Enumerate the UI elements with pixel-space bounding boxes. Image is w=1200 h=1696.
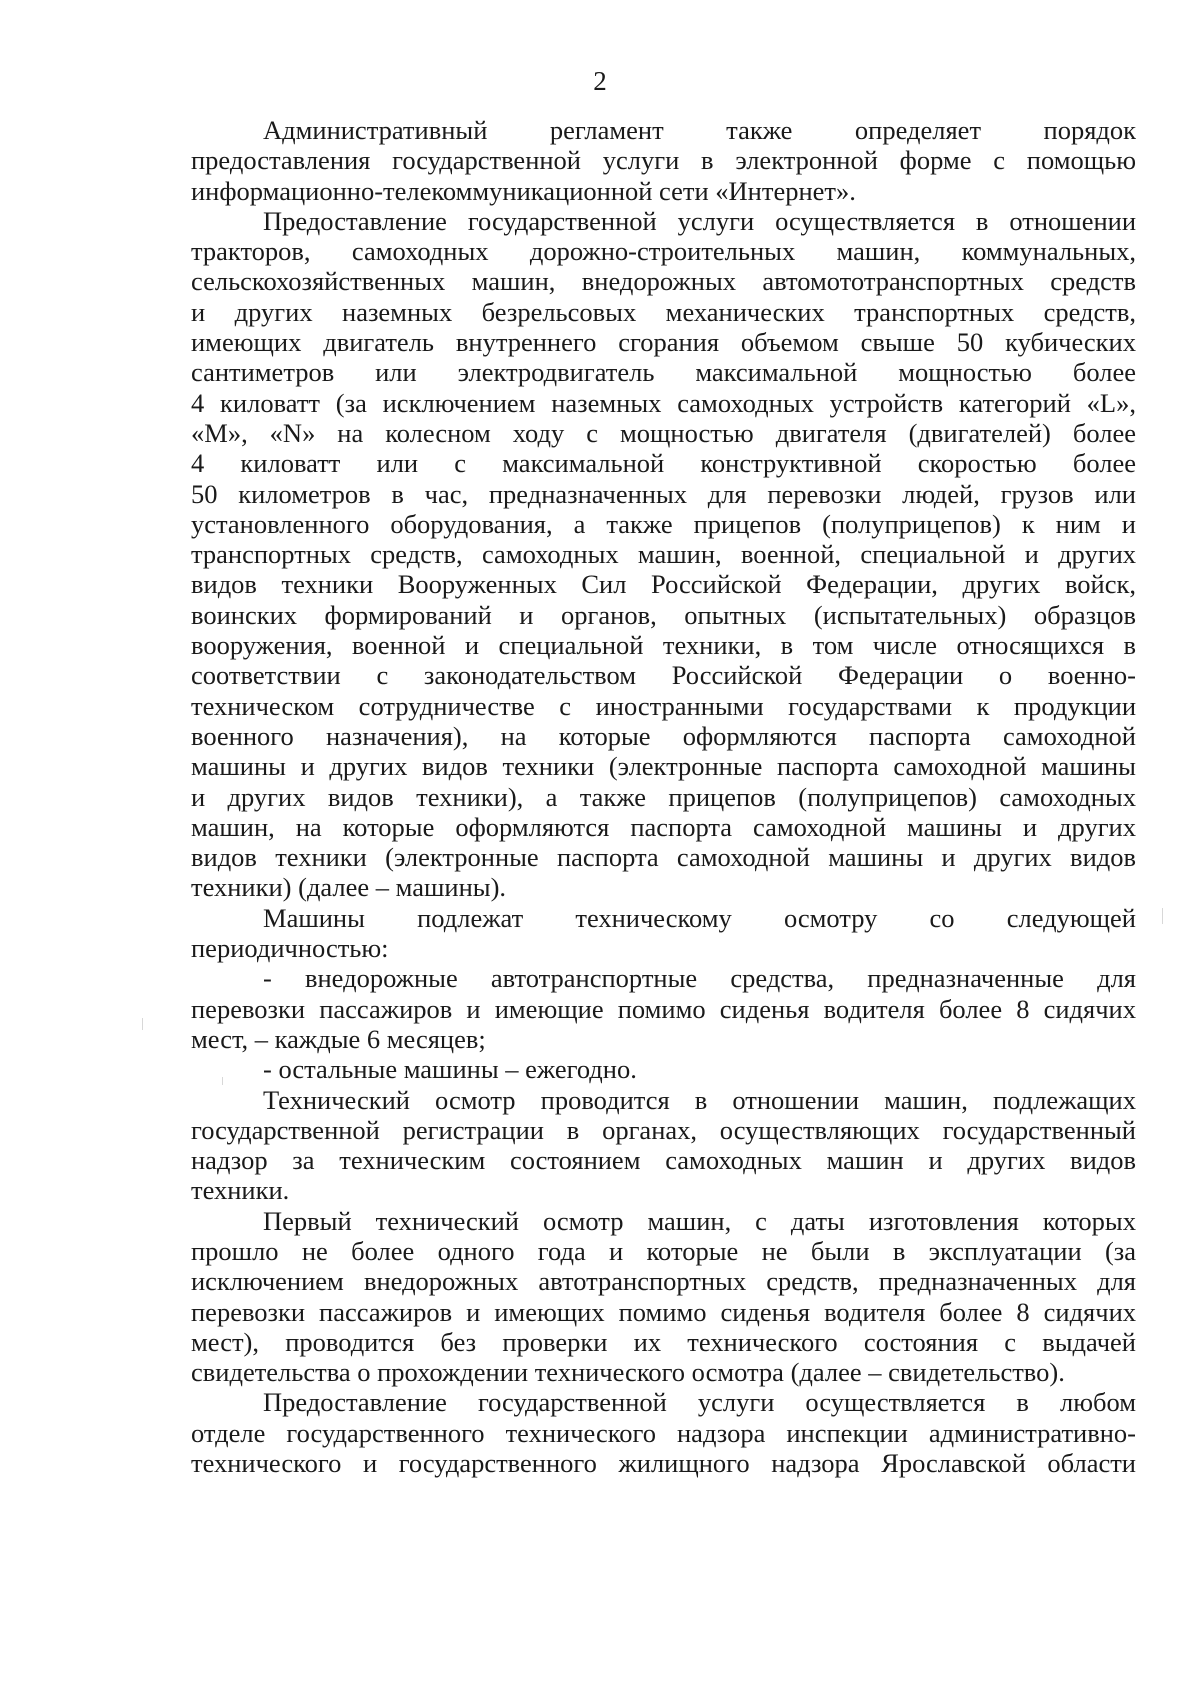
paragraph xyxy=(191,1387,1136,1478)
text-line: предоставления государственной услуги в электронной форме с помощью xyxy=(191,145,1136,176)
text-line: видов техники (электронные паспорта самоходной машины и других видов xyxy=(191,842,1136,873)
text-line: и других наземных безрельсовых механических транспортных средств, xyxy=(191,296,1136,327)
text-line: технического и государственного жилищного надзора Ярославской области xyxy=(191,1448,1136,1479)
text-line: 50 километров в час, предназначенных для перевозки людей, грузов или xyxy=(191,478,1136,509)
text-line: исключением внедорожных автотранспортных средств, предназначенных для xyxy=(191,1266,1136,1297)
paragraph xyxy=(191,963,1136,1054)
paragraph xyxy=(191,1054,1136,1084)
text-line: Первый технический осмотр машин, с даты изготовления которых xyxy=(263,1205,1136,1236)
text-line: - внедорожные автотранспортные средства, предназначенные для xyxy=(263,963,1136,994)
text-line: соответствии с законодательством Российской Федерации о военно- xyxy=(191,660,1136,691)
text-line: техники) (далее – машины). xyxy=(191,872,507,903)
text-line: Машины подлежат техническому осмотру со следующей xyxy=(263,902,1136,933)
scan-artifact xyxy=(1162,908,1163,924)
text-line: отделе государственного технического надзора инспекции административно- xyxy=(191,1417,1136,1448)
paragraph xyxy=(191,903,1136,964)
paragraph xyxy=(191,206,1136,903)
text-line: информационно-телекоммуникационной сети «Интернет». xyxy=(191,175,856,206)
text-line: Предоставление государственной услуги осуществляется в любом xyxy=(263,1387,1136,1418)
text-line: 4 киловатт (за исключением наземных самоходных устройств категорий «L», xyxy=(191,387,1136,418)
page-number: 2 xyxy=(593,66,607,96)
paragraph xyxy=(191,1206,1136,1388)
scan-artifact xyxy=(222,1077,223,1085)
text-line: - остальные машины – ежегодно. xyxy=(263,1054,637,1085)
text-line: установленного оборудования, а также прицепов (полуприцепов) к ним и xyxy=(191,508,1136,539)
text-line: периодичностью: xyxy=(191,933,389,964)
text-line: машины и других видов техники (электронные паспорта самоходной машины xyxy=(191,751,1136,782)
text-line: прошло не более одного года и которые не были в эксплуатации (за xyxy=(191,1235,1136,1266)
scan-artifact xyxy=(142,1018,143,1030)
text-line: военного назначения), на которые оформляются паспорта самоходной xyxy=(191,720,1136,751)
text-line: сантиметров или электродвигатель максимальной мощностью более xyxy=(191,357,1136,388)
text-line: машин, на которые оформляются паспорта самоходной машины и других xyxy=(191,811,1136,842)
text-line: транспортных средств, самоходных машин, военной, специальной и других xyxy=(191,539,1136,570)
text-line: Административный регламент также определяет порядок xyxy=(263,115,1136,145)
text-line: вооружения, военной и специальной техники, в том числе относящихся в xyxy=(191,630,1136,661)
document-body xyxy=(191,115,1136,1478)
text-line: и других видов техники), а также прицепов (полуприцепов) самоходных xyxy=(191,781,1136,812)
text-line: надзор за техническим состоянием самоходных машин и других видов xyxy=(191,1145,1136,1176)
text-line: техническом сотрудничестве с иностранными государствами к продукции xyxy=(191,690,1136,721)
text-line: Предоставление государственной услуги осуществляется в отношении xyxy=(263,205,1136,236)
text-line: тракторов, самоходных дорожно-строительных машин, коммунальных, xyxy=(191,236,1136,267)
text-line: перевозки пассажиров и имеющие помимо сиденья водителя более 8 сидячих xyxy=(191,993,1136,1024)
text-line: свидетельства о прохождении технического осмотра (далее – свидетельство). xyxy=(191,1357,1065,1388)
text-line: Технический осмотр проводится в отношении машин, подлежащих xyxy=(263,1084,1136,1115)
text-line: 4 киловатт или с максимальной конструктивной скоростью более xyxy=(191,448,1136,479)
text-line: «M», «N» на колесном ходу с мощностью двигателя (двигателей) более xyxy=(191,417,1136,448)
text-line: мест), проводится без проверки их технического состояния с выдачей xyxy=(191,1326,1136,1357)
text-line: сельскохозяйственных машин, внедорожных автомототранспортных средств xyxy=(191,266,1136,297)
paragraph xyxy=(191,115,1136,206)
text-line: имеющих двигатель внутреннего сгорания объемом свыше 50 кубических xyxy=(191,327,1136,358)
text-line: государственной регистрации в органах, осуществляющих государственный xyxy=(191,1114,1136,1145)
paragraph xyxy=(191,1085,1136,1206)
text-line: перевозки пассажиров и имеющих помимо сиденья водителя более 8 сидячих xyxy=(191,1296,1136,1327)
text-line: техники. xyxy=(191,1175,290,1206)
text-line: мест, – каждые 6 месяцев; xyxy=(191,1023,486,1054)
text-line: видов техники Вооруженных Сил Российской Федерации, других войск, xyxy=(191,569,1136,600)
text-line: воинских формирований и органов, опытных (испытательных) образцов xyxy=(191,599,1136,630)
